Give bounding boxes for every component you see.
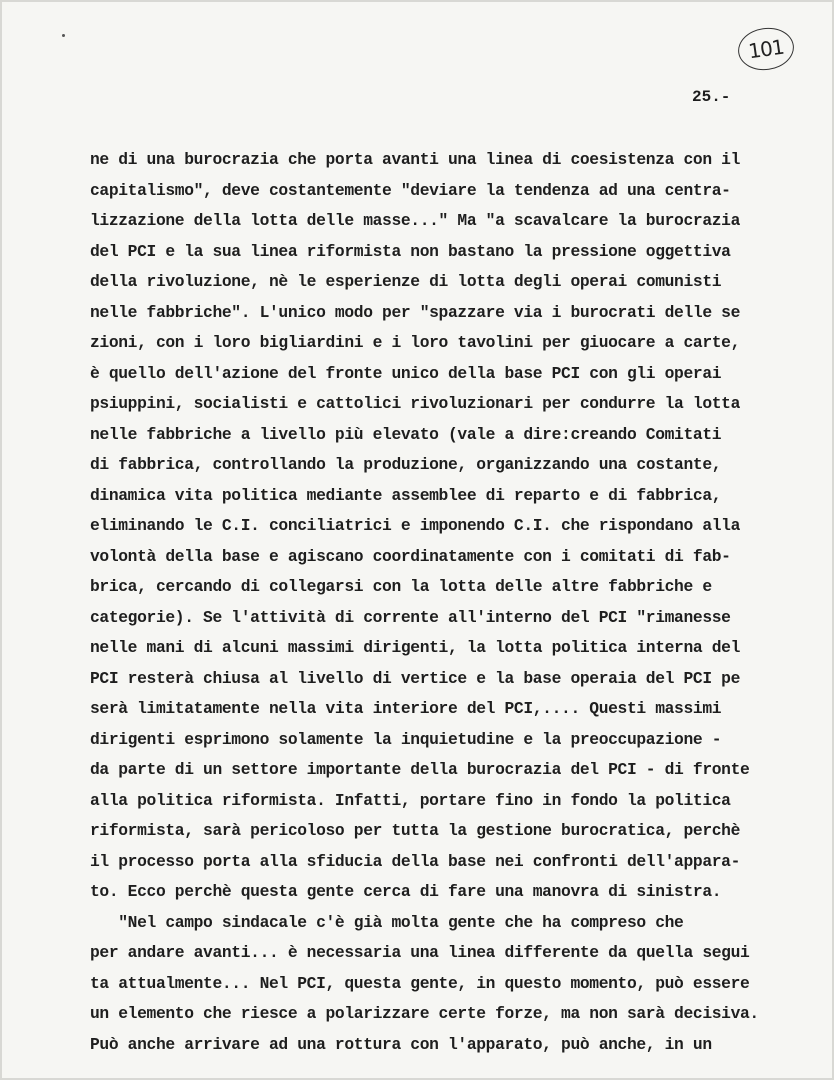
typewritten-text <box>90 145 810 1060</box>
text-line: psiuppini, socialisti e cattolici rivoluzionari per condurre la lotta <box>90 394 741 413</box>
text-line: lizzazione della lotta delle masse..." Ma "a scavalcare la burocrazia <box>90 211 741 230</box>
text-line: "Nel campo sindacale c'è già molta gente che ha compreso che <box>90 912 684 932</box>
text-line: Può anche arrivare ad una rottura con l'apparato, può anche, in un <box>90 1034 712 1054</box>
text-line: nelle fabbriche". L'unico modo per "spazzare via i burocrati delle se <box>90 302 741 322</box>
text-line: to. Ecco perchè questa gente cerca di fare una manovra di sinistra. <box>90 882 722 901</box>
text-line: categorie). Se l'attività di corrente all'interno del PCI "rimanesse <box>90 607 731 627</box>
folio-stamp: 101 <box>735 24 796 73</box>
text-line: per andare avanti... è necessaria una linea differente da quella segui <box>90 943 750 962</box>
text-line: alla politica riformista. Infatti, portare fino in fondo la politica <box>90 790 731 810</box>
text-line: PCI resterà chiusa al livello di vertice e la base operaia del PCI pe <box>90 668 741 688</box>
text-line: volontà della base e agiscano coordinatamente con i comitati di fab- <box>90 546 731 566</box>
text-line: eliminando le C.I. conciliatrici e imponendo C.I. che rispondano alla <box>90 516 741 535</box>
text-line: della rivoluzione, nè le esperienze di lotta degli operai comunisti <box>90 272 722 291</box>
text-line: il processo porta alla sfiducia della base nei confronti dell'appara- <box>90 851 741 871</box>
text-line: nelle mani di alcuni massimi dirigenti, la lotta politica interna del <box>90 638 741 657</box>
text-line: ne di una burocrazia che porta avanti una linea di coesistenza con il <box>90 150 741 169</box>
text-line: del PCI e la sua linea riformista non bastano la pressione oggettiva <box>90 241 731 261</box>
text-line: da parte di un settore importante della burocrazia del PCI - di fronte <box>90 760 750 779</box>
text-line: serà limitatamente nella vita interiore del PCI,.... Questi massimi <box>90 699 722 718</box>
text-line: brica, cercando di collegarsi con la lotta delle altre fabbriche e <box>90 577 712 596</box>
page-number: 25.- <box>692 88 731 106</box>
text-line: dirigenti esprimono solamente la inquietudine e la preoccupazione - <box>90 729 722 749</box>
text-line: nelle fabbriche a livello più elevato (vale a dire:creando Comitati <box>90 424 722 444</box>
text-line: un elemento che riesce a polarizzare certe forze, ma non sarà decisiva. <box>90 1004 759 1023</box>
text-line: zioni, con i loro bigliardini e i loro tavolini per giuocare a carte, <box>90 333 741 352</box>
text-line: riformista, sarà pericoloso per tutta la gestione burocratica, perchè <box>90 821 741 840</box>
ink-speck <box>62 34 65 37</box>
text-line: dinamica vita politica mediante assemblee di reparto e di fabbrica, <box>90 485 722 505</box>
text-line: è quello dell'azione del fronte unico della base PCI con gli operai <box>90 363 722 383</box>
text-line: capitalismo", deve costantemente "deviare la tendenza ad una centra- <box>90 180 731 200</box>
text-line: ta attualmente... Nel PCI, questa gente, in questo momento, può essere <box>90 973 750 993</box>
text-line: di fabbrica, controllando la produzione, organizzando una costante, <box>90 455 722 474</box>
